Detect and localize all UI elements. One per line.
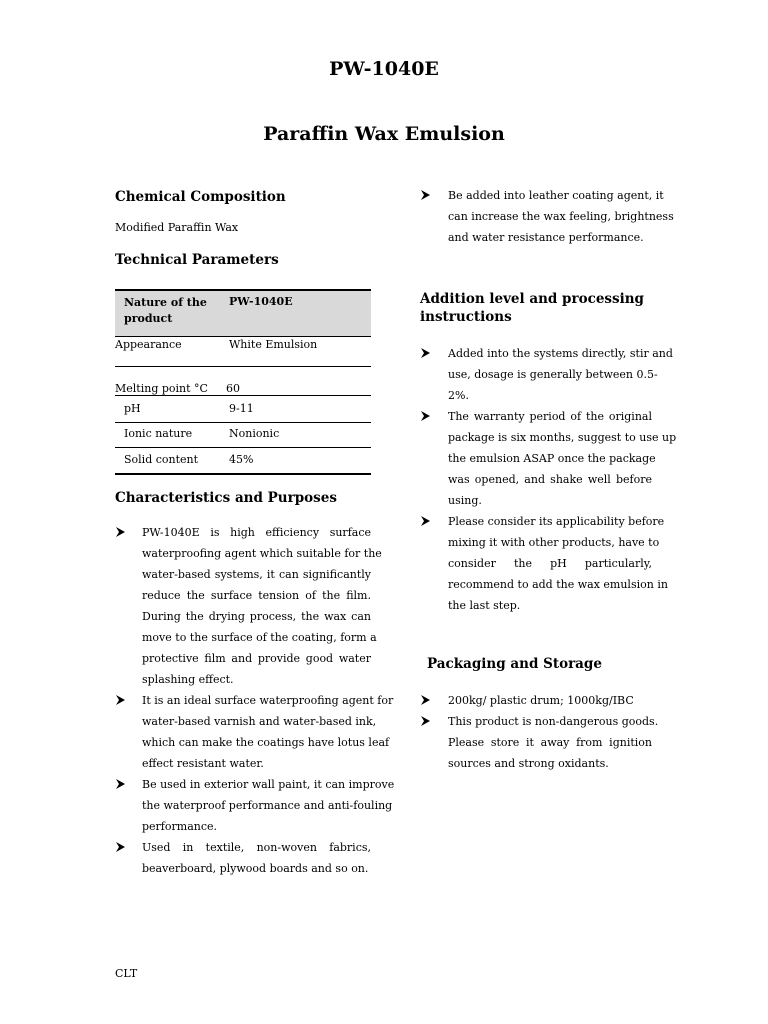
parameters-table (115, 289, 371, 475)
bullet-line: Be added into leather coating agent, it (448, 189, 664, 202)
bullet-text (448, 406, 677, 511)
bullet-line: package is six months, suggest to use up (448, 431, 677, 444)
bullet-line: water-based varnish and water-based ink, (142, 715, 377, 728)
bullet-item (420, 343, 673, 406)
bullet-line: can increase the wax feeling, brightness (448, 210, 674, 223)
bullet-line: sources and strong oxidants. (448, 757, 609, 770)
bullet-line: protective film and provide good water (142, 652, 371, 665)
leather-usage-list (420, 185, 674, 248)
characteristics-heading: Characteristics and Purposes (115, 490, 337, 506)
bullet-line: waterproofing agent which suitable for the (142, 547, 382, 560)
table-cell-value: 45% (229, 453, 254, 466)
bullet-line: This product is non-dangerous goods. (448, 715, 659, 728)
bullet-line: recommend to add the wax emulsion in (448, 578, 668, 591)
bullet-item (420, 406, 677, 511)
arrowhead-bullet-icon (420, 515, 432, 527)
arrowhead-bullet-icon (115, 841, 127, 853)
bullet-item (420, 185, 674, 248)
arrowhead-bullet-icon (420, 347, 432, 359)
arrowhead-bullet-icon (420, 694, 432, 706)
arrowhead-bullet-icon (420, 189, 432, 201)
table-cell-value: 60 (226, 382, 240, 395)
bullet-line: beaverboard, plywood boards and so on. (142, 862, 369, 875)
table-cell-value: White Emulsion (229, 338, 318, 351)
bullet-line: reduce the surface tension of the film. (142, 589, 371, 602)
table-cell-label: Solid content (124, 453, 199, 466)
bullet-text (448, 711, 659, 774)
bullet-line: PW-1040E is high efficiency surface (142, 526, 371, 539)
table-header-col1-line: product (124, 312, 173, 325)
bullet-line: It is an ideal surface waterproofing agent for (142, 694, 394, 707)
table-header-col2: PW-1040E (229, 295, 293, 308)
bullet-item (420, 690, 652, 711)
bullet-line: move to the surface of the coating, form a (142, 631, 377, 644)
table-header-col1 (124, 295, 207, 327)
addition-heading-line: instructions (420, 309, 512, 325)
table-cell-label: pH (124, 402, 141, 415)
bullet-line: the waterproof performance and anti-fouling (142, 799, 393, 812)
bullet-line: mixing it with other products, have to (448, 536, 660, 549)
bullet-text (142, 690, 394, 774)
table-cell-label: Ionic nature (124, 427, 193, 440)
bullet-text (448, 511, 668, 616)
bullet-line: Please store it away from ignition (448, 736, 652, 749)
bullet-text (448, 343, 673, 406)
bullet-text (142, 522, 382, 690)
packaging-list (420, 690, 659, 774)
bullet-item (115, 522, 382, 690)
bullet-line: and water resistance performance. (448, 231, 644, 244)
table-cell-value: 9-11 (229, 402, 254, 415)
chemical-composition-heading: Chemical Composition (115, 189, 286, 205)
bullet-line: Please consider its applicability before (448, 515, 665, 528)
technical-parameters-heading: Technical Parameters (115, 252, 279, 268)
arrowhead-bullet-icon (115, 778, 127, 790)
bullet-text (142, 837, 371, 879)
arrowhead-bullet-icon (420, 715, 432, 727)
bullet-item (420, 711, 659, 774)
characteristics-list (115, 522, 395, 879)
table-header-col1-line: Nature of the (124, 296, 207, 309)
arrowhead-bullet-icon (115, 694, 127, 706)
bullet-line: the emulsion ASAP once the package (448, 452, 656, 465)
bullet-line: using. (448, 494, 482, 507)
addition-list (420, 343, 677, 616)
document-code: PW-1040E (329, 58, 439, 80)
bullet-line: water-based systems, it can significantly (142, 568, 371, 581)
table-cell-value: Nonionic (229, 427, 280, 440)
table-rule (115, 395, 371, 396)
bullet-text (448, 690, 652, 711)
bullet-line: the last step. (448, 599, 521, 612)
bullet-line: which can make the coatings have lotus leaf (142, 736, 390, 749)
bullet-item (115, 690, 394, 774)
chemical-composition-text: Modified Paraffin Wax (115, 221, 239, 234)
table-cell-label: Appearance (115, 338, 182, 351)
table-rule (115, 366, 371, 367)
bullet-line: splashing effect. (142, 673, 234, 686)
addition-heading (420, 290, 644, 326)
bullet-line: Used in textile, non-woven fabrics, (142, 841, 371, 854)
bullet-line: use, dosage is generally between 0.5- (448, 368, 658, 381)
bullet-line: During the drying process, the wax can (142, 610, 371, 623)
document-title: Paraffin Wax Emulsion (263, 123, 505, 145)
bullet-line: 2%. (448, 389, 469, 402)
table-rule-top (115, 289, 371, 291)
table-cell-label: Melting point °C (115, 382, 208, 395)
bullet-item (115, 774, 395, 837)
addition-heading-line: Addition level and processing (420, 291, 644, 307)
footer-text: CLT (115, 967, 138, 980)
bullet-item (115, 837, 371, 879)
bullet-line: 200kg/ plastic drum; 1000kg/IBC (448, 694, 634, 707)
bullet-line: Be used in exterior wall paint, it can improve (142, 778, 395, 791)
bullet-text (448, 185, 674, 248)
bullet-line: effect resistant water. (142, 757, 264, 770)
bullet-item (420, 511, 668, 616)
table-rule (115, 447, 371, 448)
bullet-line: performance. (142, 820, 218, 833)
arrowhead-bullet-icon (420, 410, 432, 422)
arrowhead-bullet-icon (115, 526, 127, 538)
packaging-heading: Packaging and Storage (427, 656, 602, 672)
bullet-line: consider the pH particularly, (448, 557, 652, 570)
bullet-line: The warranty period of the original (448, 410, 652, 423)
table-rule-bottom (115, 473, 371, 475)
bullet-text (142, 774, 395, 837)
table-rule (115, 422, 371, 423)
table-rule-header (115, 336, 371, 337)
bullet-line: Added into the systems directly, stir and (448, 347, 673, 360)
bullet-line: was opened, and shake well before (448, 473, 652, 486)
